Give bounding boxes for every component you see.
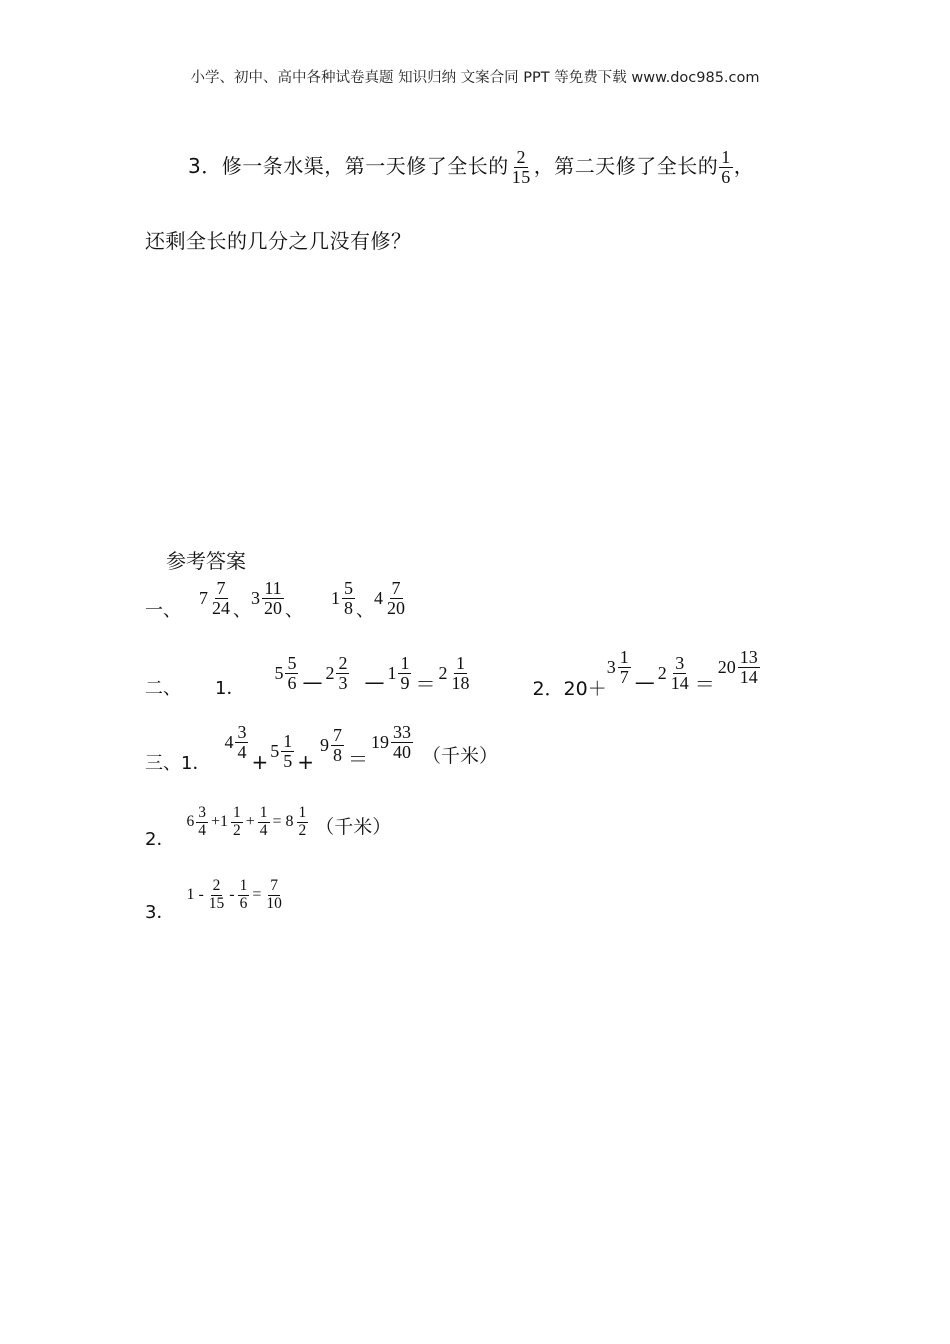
- denominator: 6: [721, 166, 731, 187]
- denominator: 40: [392, 741, 411, 762]
- denominator: 8: [332, 744, 342, 765]
- numerator: 1: [239, 877, 248, 895]
- equals-eight: = 8: [272, 813, 294, 830]
- numerator: 3: [237, 721, 247, 742]
- numerator: 5: [344, 577, 353, 598]
- denominator: 9: [400, 672, 410, 693]
- denominator: 4: [259, 821, 268, 839]
- denominator: 15: [208, 894, 225, 912]
- mixed-number: [371, 723, 414, 762]
- fraction: [235, 723, 248, 762]
- numerator: 2: [516, 147, 526, 167]
- denominator: 8: [344, 597, 353, 618]
- mixed-number: [251, 579, 285, 618]
- fraction-2-15: [510, 148, 533, 187]
- denominator: 2: [298, 821, 307, 839]
- mixed-number: [331, 579, 356, 618]
- mixed-number: [270, 732, 295, 771]
- page-header: 小学、初中、高中各种试卷真题 知识归纳 文案合同 PPT 等免费下载 www.doc985.com: [190, 70, 760, 86]
- fraction: [258, 805, 270, 839]
- denominator: 6: [239, 894, 248, 912]
- numerator: 3: [675, 652, 685, 673]
- fraction: [669, 654, 691, 693]
- whole: 5: [270, 740, 280, 761]
- numerator: 1: [455, 652, 465, 673]
- numerator: 7: [270, 877, 279, 895]
- denominator: 14: [670, 672, 689, 693]
- fraction: [336, 654, 349, 693]
- denominator: 4: [237, 741, 247, 762]
- answers-title: 参考答案: [166, 551, 246, 573]
- fraction: [385, 579, 407, 618]
- part-2-label: 二、: [145, 678, 181, 699]
- numerator: 1: [721, 147, 731, 167]
- numerator: 1: [283, 730, 293, 751]
- whole: 4: [224, 731, 234, 752]
- denominator: 20: [387, 597, 405, 618]
- fraction: [342, 579, 355, 618]
- denominator: 18: [451, 672, 470, 693]
- numerator: 7: [332, 724, 342, 745]
- mixed-number: [274, 654, 299, 693]
- whole: 2: [438, 662, 448, 683]
- separator: 、: [356, 600, 374, 621]
- denominator: 4: [198, 821, 206, 839]
- question-3-line-2: 还剩全长的几分之几没有修？: [145, 229, 412, 253]
- denominator: 10: [266, 894, 282, 912]
- fraction: [618, 648, 631, 687]
- fraction: [297, 805, 309, 839]
- whole: 3: [606, 656, 616, 677]
- plus-one: +1: [210, 813, 228, 830]
- numerator: 1: [619, 646, 629, 667]
- whole: 20: [717, 656, 736, 677]
- fraction-1-6: [719, 148, 733, 187]
- numerator: 1: [400, 652, 410, 673]
- part-3-q2-label: 2．: [145, 829, 175, 850]
- answer-part-2: [145, 646, 761, 700]
- denominator: 2: [232, 821, 241, 839]
- mixed-number: [224, 723, 249, 762]
- numerator: 3: [198, 804, 206, 822]
- fraction: [449, 654, 471, 693]
- equals-sign: ＝: [347, 746, 368, 771]
- part-3-q3-label: 3．: [145, 902, 175, 923]
- numerator: 2: [338, 652, 348, 673]
- plus-sign: +: [245, 813, 255, 830]
- whole: 4: [374, 587, 383, 608]
- mixed-number: [438, 654, 472, 693]
- whole: 19: [370, 731, 389, 752]
- whole: 6: [186, 813, 195, 830]
- numerator: 7: [391, 577, 401, 598]
- minus-sign: —: [302, 670, 323, 694]
- plus-sign: +: [251, 750, 269, 774]
- numerator: 7: [216, 577, 226, 598]
- question-3-text-part-3: ，: [733, 153, 755, 178]
- plus-sign: +: [297, 750, 314, 774]
- separator: 、: [233, 600, 251, 621]
- mixed-number: [658, 654, 692, 693]
- fraction: [264, 878, 284, 912]
- fraction: [281, 732, 294, 771]
- whole: 2: [325, 662, 335, 683]
- whole: 5: [274, 662, 284, 683]
- fraction: [238, 878, 250, 912]
- whole: 3: [251, 587, 260, 608]
- minus-sign: —: [364, 670, 385, 694]
- equals-sign: ＝: [694, 671, 715, 696]
- whole: 1: [387, 662, 397, 683]
- whole: 2: [657, 662, 667, 683]
- mixed-number: [186, 805, 209, 839]
- part-2-q1-label: 1．: [215, 678, 245, 699]
- unit-kilometers: （千米）: [421, 744, 498, 767]
- denominator: 15: [511, 166, 531, 187]
- whole: 9: [319, 734, 329, 755]
- fraction: [207, 878, 227, 912]
- numerator: 1: [259, 804, 268, 822]
- mixed-number: [374, 579, 408, 618]
- denominator: 14: [739, 666, 758, 687]
- fraction: [196, 805, 208, 839]
- whole: 1: [331, 587, 340, 608]
- fraction: [231, 805, 243, 839]
- fraction: [331, 726, 344, 765]
- answer-part-3-q3: [145, 869, 285, 921]
- fraction: [738, 648, 760, 687]
- fraction: [398, 654, 411, 693]
- minus-sign: —: [634, 670, 655, 694]
- equals-sign: =: [252, 886, 262, 903]
- numerator: 13: [739, 646, 758, 667]
- mixed-number: [607, 648, 632, 687]
- denominator: 3: [338, 672, 348, 693]
- denominator: 5: [283, 750, 293, 771]
- mixed-number: [718, 648, 761, 687]
- equals-sign: ＝: [415, 671, 436, 696]
- numerator: 1: [298, 804, 307, 822]
- separator: 、: [285, 600, 303, 621]
- minus-sign: -: [229, 886, 235, 903]
- part-2-q2-label: 2．20＋: [532, 677, 607, 700]
- whole: 7: [199, 587, 208, 608]
- fraction: [391, 723, 413, 762]
- part-1-label: 一、: [145, 600, 181, 621]
- mixed-number: [387, 654, 412, 693]
- question-3-line-1: [188, 148, 754, 187]
- answer-part-3-q2: [145, 796, 391, 848]
- numerator: 2: [212, 877, 221, 895]
- numerator: 11: [264, 577, 282, 598]
- one-minus: 1 -: [186, 886, 204, 903]
- numerator: 5: [287, 652, 297, 673]
- denominator: 24: [212, 597, 230, 618]
- fraction: [285, 654, 298, 693]
- unit-kilometers: （千米）: [315, 815, 392, 838]
- part-3-label: 三、1．: [145, 753, 211, 774]
- numerator: 1: [232, 804, 241, 822]
- denominator: 7: [619, 666, 629, 687]
- fraction: [210, 579, 232, 618]
- mixed-number: [320, 726, 345, 765]
- denominator: 20: [264, 597, 282, 618]
- answer-part-3-q1: [145, 722, 498, 774]
- denominator: 6: [287, 672, 297, 693]
- question-3-text-part-2: ，第二天修了全长的: [533, 153, 719, 178]
- mixed-number: [325, 654, 350, 693]
- answer-part-1: [145, 570, 408, 626]
- numerator: 33: [392, 721, 411, 742]
- fraction: [262, 579, 284, 618]
- mixed-number: [199, 579, 233, 618]
- question-3-text-part-1: 3．修一条水渠，第一天修了全长的: [188, 153, 509, 178]
